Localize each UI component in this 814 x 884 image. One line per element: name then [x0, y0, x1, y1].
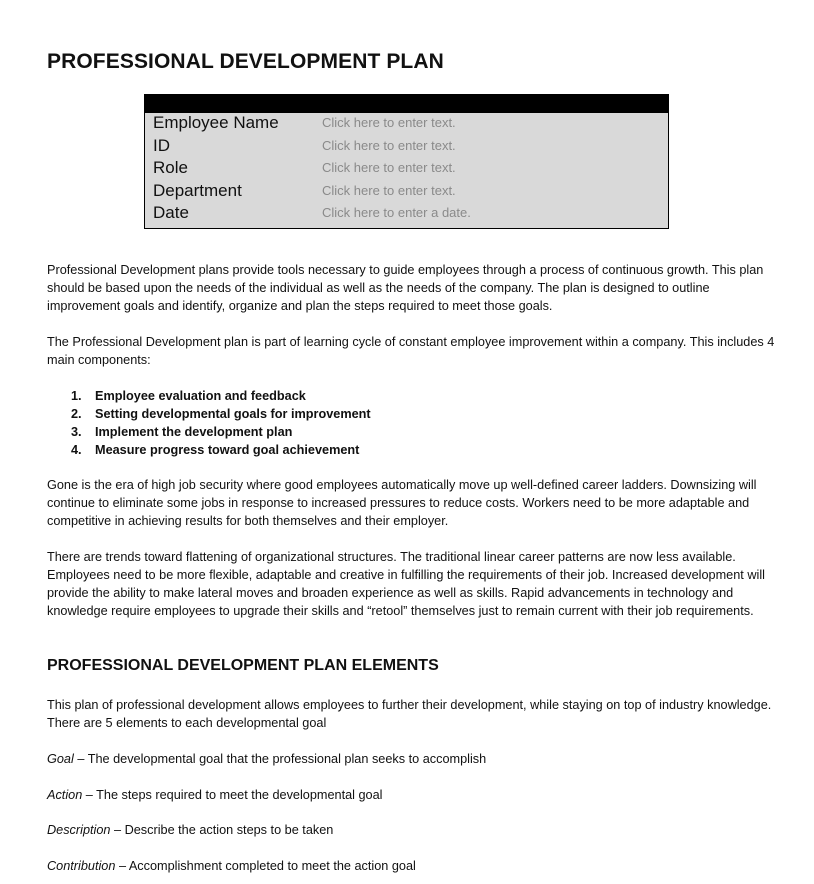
element-term: Goal [47, 752, 74, 766]
department-field[interactable]: Click here to enter text. [322, 182, 456, 198]
date-field[interactable]: Click here to enter a date. [322, 205, 471, 221]
elements-intro-paragraph: This plan of professional development allows employees to further their development, while staying on top of industry knowledge. There are 5 elements to each developmental goal [47, 698, 772, 730]
table-row [145, 203, 668, 226]
element-term: Description [47, 823, 111, 837]
list-text: Setting developmental goals for improvement [95, 407, 371, 421]
cycle-paragraph: The Professional Development plan is part of learning cycle of constant employee improvement within a company. This includes 4 main components: [47, 335, 775, 367]
list-text: Employee evaluation and feedback [95, 389, 306, 403]
list-item [71, 387, 371, 405]
elements-heading: PROFESSIONAL DEVELOPMENT PLAN ELEMENTS [47, 657, 439, 674]
department-label: Department [153, 180, 242, 200]
element-desc: – The developmental goal that the professional plan seeks to accomplish [73, 752, 487, 766]
employee-name-field[interactable]: Click here to enter text. [322, 115, 456, 130]
list-number: 3. [71, 425, 82, 439]
element-desc: – Accomplishment completed to meet the action goal [115, 859, 416, 873]
element-term: Action [47, 788, 83, 802]
list-number: 4. [71, 443, 82, 457]
date-label: Date [153, 203, 189, 223]
intro-paragraph: Professional Development plans provide tools necessary to guide employees through a process of continuous growth. This plan should be based upon the needs of the individual as well as the needs of the company. The plan is designed to outline improvement goals and identify, organize and plan the steps required to meet those goals. [47, 263, 764, 313]
element-action [47, 786, 383, 804]
role-field[interactable]: Click here to enter text. [322, 160, 456, 176]
table-header-bar [145, 95, 668, 113]
element-contribution [47, 857, 416, 875]
role-label: Role [153, 158, 188, 178]
components-list [71, 387, 371, 459]
id-label: ID [153, 135, 170, 155]
employee-name-label: Employee Name [153, 113, 279, 132]
security-paragraph: Gone is the era of high job security where good employees automatically move up well-defined career ladders. Downsizing will continue to eliminate some jobs in response to increased pressures to reduce costs. Workers need to be more adaptable and competitive in achieving results for both themselves and their employer. [47, 478, 757, 528]
trends-paragraph: There are trends toward flattening of organizational structures. The traditional linear career patterns are now less available. Employees need to be more flexible, adaptable and creative in fulfilling the requirements of their job. Increased development will provide the ability to make lateral moves and broaden experience as well as skills. Rapid advancements in technology and knowledge require employees to upgrade their skills and “retool” themselves just to remain current with their job requirements. [47, 550, 765, 618]
table-row [145, 113, 668, 136]
list-item [71, 441, 371, 459]
page-title: PROFESSIONAL DEVELOPMENT PLAN [47, 50, 444, 73]
list-item [71, 423, 371, 441]
table-row [145, 181, 668, 204]
list-item [71, 405, 371, 423]
list-number: 1. [71, 389, 82, 403]
list-text: Implement the development plan [95, 425, 293, 439]
list-text: Measure progress toward goal achievement [95, 443, 360, 457]
id-field[interactable]: Click here to enter text. [322, 137, 456, 153]
element-description [47, 821, 333, 839]
element-desc: – The steps required to meet the developmental goal [82, 788, 383, 802]
element-term: Contribution [47, 859, 116, 873]
employee-info-table [144, 94, 669, 229]
element-desc: – Describe the action steps to be taken [110, 823, 334, 837]
element-goal [47, 750, 486, 768]
table-row [145, 158, 668, 181]
list-number: 2. [71, 407, 82, 421]
table-row [145, 136, 668, 159]
